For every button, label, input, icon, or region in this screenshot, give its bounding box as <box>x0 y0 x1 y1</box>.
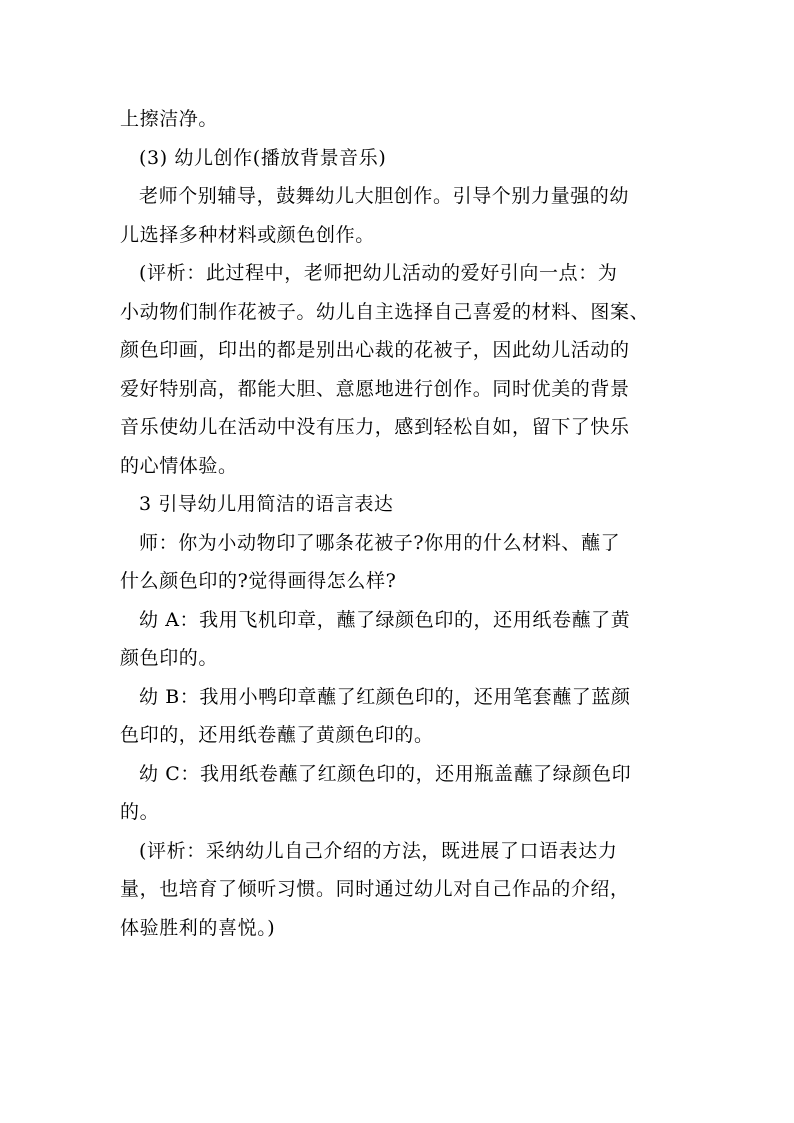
text-line: 幼 B：我用小鸭印章蘸了红颜色印的，还用笔套蘸了蓝颜 <box>139 685 631 708</box>
commentary-paragraph <box>120 254 680 485</box>
text-line: 上擦洁净。 <box>120 108 219 130</box>
paragraph <box>120 177 680 254</box>
text-line: 量，也培育了倾听习惯。同时通过幼儿对自己作品的介绍， <box>120 878 630 900</box>
text-line: 颜色印的。 <box>120 647 219 669</box>
text-line: 音乐使幼儿在活动中没有压力，感到轻松自如，留下了快乐 <box>120 416 630 438</box>
text-line: 幼 C：我用纸卷蘸了红颜色印的，还用瓶盖蘸了绿颜色印 <box>139 762 632 785</box>
dialogue-paragraph <box>120 678 680 755</box>
text-line: (3) 幼儿创作(播放背景音乐) <box>139 146 387 169</box>
text-line: 颜色印画，印出的都是别出心裁的花被子，因此幼儿活动的 <box>120 339 630 361</box>
dialogue-paragraph <box>120 524 680 601</box>
paragraph-heading <box>120 485 680 524</box>
text-line: 幼 A：我用飞机印章，蘸了绿颜色印的，还用纸卷蘸了黄 <box>139 608 631 631</box>
text-line: 的心情体验。 <box>120 454 238 477</box>
text-line: 体验胜利的喜悦。) <box>120 916 276 939</box>
dialogue-paragraph <box>120 755 680 832</box>
text-line: 小动物们制作花被子。幼儿自主选择自己喜爱的材料、图案、 <box>120 300 650 323</box>
text-line: 儿选择多种材料或颜色创作。 <box>120 223 375 246</box>
text-line: (评析：采纳幼儿自己介绍的方法，既进展了口语表达力 <box>139 839 618 862</box>
text-line: 师：你为小动物印了哪条花被子?你用的什么材料、蘸了 <box>139 531 621 554</box>
document-body <box>120 100 680 947</box>
commentary-paragraph <box>120 832 680 948</box>
text-line: (评析：此过程中，老师把幼儿活动的爱好引向一点：为 <box>139 262 618 284</box>
paragraph-heading <box>120 139 680 178</box>
text-line: 3 引导幼儿用简洁的语言表达 <box>139 493 394 515</box>
text-line: 什么颜色印的?觉得画得怎么样? <box>120 570 397 592</box>
text-line: 爱好特别高，都能大胆、意愿地进行创作。同时优美的背景 <box>120 377 630 400</box>
text-line: 老师个别辅导，鼓舞幼儿大胆创作。引导个别力量强的幼 <box>139 185 630 207</box>
paragraph <box>120 100 680 139</box>
dialogue-paragraph <box>120 601 680 678</box>
text-line: 的。 <box>120 801 160 823</box>
text-line: 色印的，还用纸卷蘸了黄颜色印的。 <box>120 724 434 746</box>
